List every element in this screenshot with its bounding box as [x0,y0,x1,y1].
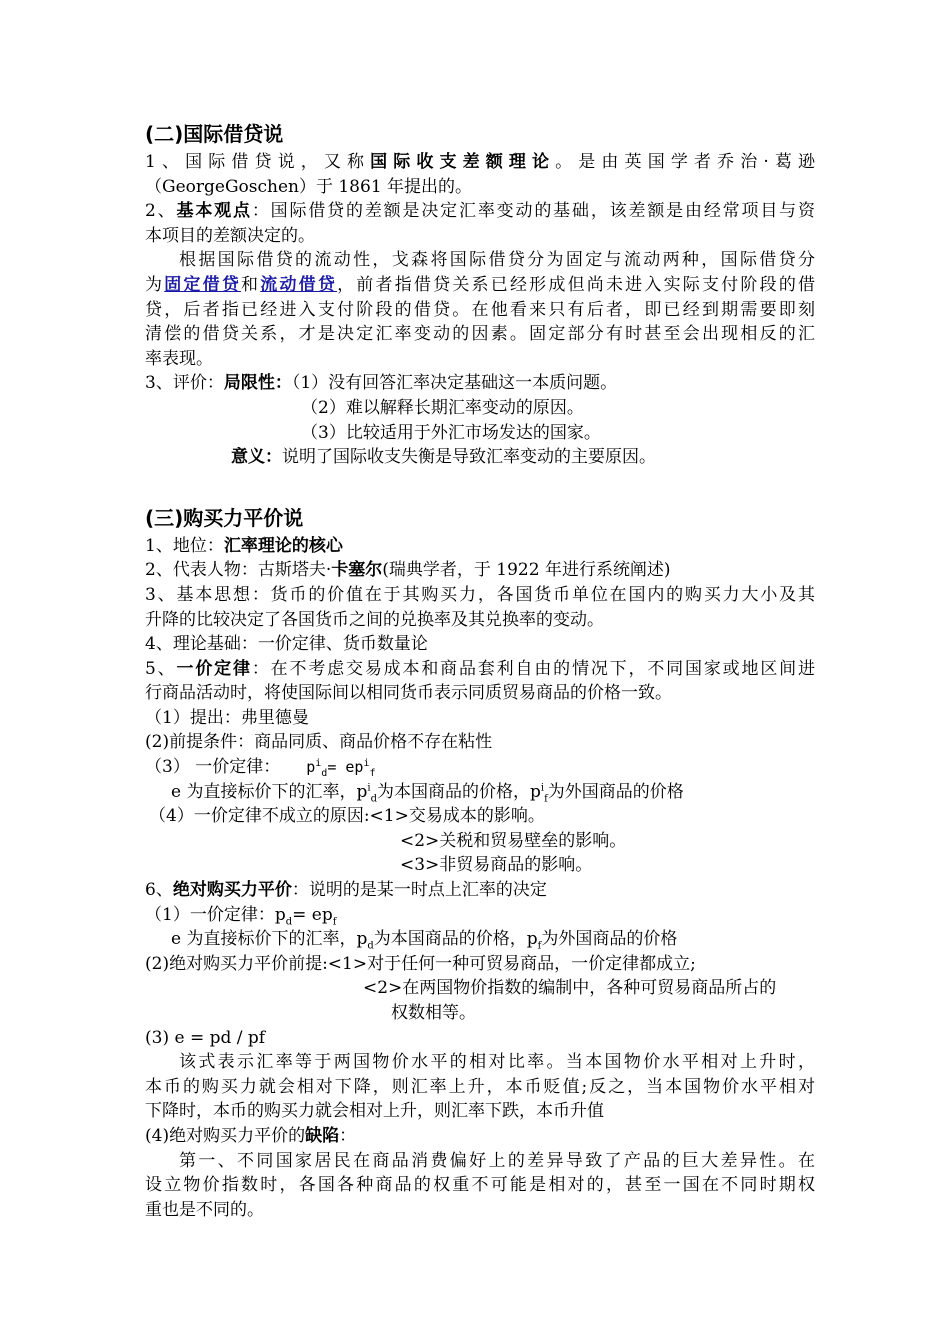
text: d [285,916,293,928]
paragraph-line: 设立物价指数时，各国各种商品的权重不可能是相对的，甚至一国在不同时期权 [145,1175,815,1196]
text: （1）没有回答汇率决定基础这一本质问题。 [291,373,618,394]
bold-term: 基本观点 [176,201,252,222]
paragraph-line: 3、基本思想：货币的价值在于其购买力，各国货币单位在国内的购买力大小及其 [145,584,815,605]
spacer [145,470,815,502]
paragraph-line [145,371,815,396]
paragraph-line: 该式表示汇率等于两国物价水平的相对比率。当本国物价水平相对上升时， [179,1052,815,1073]
paragraph-line: 权数相等。 [391,1003,476,1023]
link-fixed-lending[interactable]: 固定借贷 [164,274,242,295]
text: d [321,768,328,780]
paragraph-line: 本币的购买力就会相对下降，则汇率上升，本币贬值;反之，当本国物价水平相对 [145,1076,815,1097]
paragraph-line: （GeorgeGoschen）于 1861 年提出的。 [145,176,473,197]
text: ： [339,1125,357,1146]
paragraph-line: 下降时，本币的购买力就会相对上升，则汇率下跌，本币升值 [145,1101,604,1122]
text: 为 [145,274,165,295]
text: 说明了国际收支失衡是导致汇率变动的主要原因。 [282,447,656,468]
paragraph-line [145,657,815,682]
paragraph-line: 本项目的差额决定的。 [145,225,315,246]
paragraph-line [145,903,815,928]
text: （3） 一价定律： [145,757,281,778]
paragraph-line [145,558,815,583]
text: i [367,782,371,793]
text: 为外国商品的价格 [541,929,678,950]
paragraph-line [145,199,815,224]
paragraph-line: (2)绝对购买力平价前提:<1>对于任何一种可贸易商品，一价定律都成立; [145,953,696,974]
text: 2、代表人物：古斯塔夫· [145,560,332,581]
bold-term: 卡塞尔 [331,560,383,581]
text: d [370,793,377,805]
text: 6、 [145,880,173,901]
text: 。是由英国学者乔治·葛逊 [555,152,816,172]
paragraph-line: <2>在两国物价指数的编制中，各种可贸易商品所占的 [363,978,777,999]
paragraph-line: 清偿的借贷关系，才是决定汇率变动的因素。固定部分有时甚至会出现相反的汇 [145,324,815,345]
formula [306,758,376,780]
text: 为本国商品的价格，p [376,781,541,802]
link-floating-lending[interactable]: 流动借贷 [260,274,338,295]
text: 1、地位： [145,535,224,556]
text: f [537,940,542,952]
paragraph-line: 根据国际借贷的流动性，戈森将国际借贷分为固定与流动两种，国际借贷分 [179,250,815,271]
paragraph-line [145,1124,815,1149]
text: f [544,793,548,805]
paragraph-line: （1）提出：弗里德曼 [145,707,309,728]
text: (4)绝对购买力平价的 [145,1125,306,1146]
paragraph-line: 行商品活动时，将使国际间以相同货币表示同质贸易商品的价格一致。 [145,683,672,704]
text: 为本国商品的价格，p [373,929,538,950]
paragraph-line [145,445,815,470]
bold-term: 一价定律 [176,658,252,679]
paragraph-line: 4、理论基础：一价定律、货币数量论 [145,634,428,655]
paragraph-line [145,780,815,805]
text: ：在不考虑交易成本和商品套利自由的情况下，不同国家或地区间进 [251,658,815,679]
paragraph-line [145,150,815,175]
text: e 为直接标价下的汇率，p [171,929,368,950]
bold-term: 局限性： [223,373,292,394]
document-page [145,118,815,1222]
paragraph-line [145,878,815,903]
paragraph-line [145,927,815,952]
section-title-ppp: (三)购买力平价说 [145,505,304,530]
text: i [540,782,545,793]
bold-term: 意义： [231,447,282,468]
paragraph-line: <3>非贸易商品的影响。 [400,855,593,876]
text: p [306,758,316,777]
bold-term: 国际收支差额理论 [370,152,556,172]
text: 和 [241,274,261,295]
text: = ep [327,758,364,777]
paragraph-line: （4）一价定律不成立的原因:<1>交易成本的影响。 [149,806,545,827]
text: 2、 [145,201,177,222]
paragraph-line: (2)前提条件：商品同质、商品价格不存在粘性 [145,732,493,753]
paragraph-line: 升降的比较决定了各国货币之间的兑换率及其兑换率的变动。 [145,609,604,630]
paragraph-line [145,755,815,780]
text: (瑞典学者，于 1922 年进行系统阐述) [382,560,671,581]
text: 3、评价： [145,373,224,394]
paragraph-line: <2>关税和贸易壁垒的影响。 [400,830,627,851]
section-title-international-lending: (二)国际借贷说 [145,122,284,146]
text: d [367,940,374,952]
paragraph-line: 率表现。 [145,348,213,369]
text: = ep [292,904,333,925]
text: e 为直接标价下的汇率，p [171,781,368,802]
text: ：国际借贷的差额是决定汇率变动的基础，该差额是由经常项目与资 [251,201,815,222]
bold-term: 汇率理论的核心 [223,535,343,556]
text: f [369,768,376,780]
paragraph-line [145,273,815,298]
text: 为外国商品的价格 [547,781,684,802]
paragraph-line: (3) e = pd / pf [145,1027,266,1048]
text: （1）一价定律：p [145,904,286,925]
text: ：说明的是某一时点上汇率的决定 [291,880,547,901]
paragraph-line [145,534,815,559]
bold-term: 绝对购买力平价 [172,880,292,901]
text: i [315,758,322,770]
text: i [363,758,370,770]
paragraph-line: 第一、不同国家居民在商品消费偏好上的差异导致了产品的巨大差异性。在 [179,1150,815,1171]
text: 1、国际借贷说，又称 [145,152,371,172]
text: f [332,916,337,928]
paragraph-line: （2）难以解释长期汇率变动的原因。 [301,397,584,418]
paragraph-line: （3）比较适用于外汇市场发达的国家。 [301,422,601,443]
text: ，前者指借贷关系已经形成但尚未进入实际支付阶段的借 [337,274,816,295]
paragraph-line: 贷，后者指已经进入支付阶段的借贷。在他看来只有后者，即已经到期需要即刻 [145,299,815,320]
paragraph-line: 重也是不同的。 [145,1199,264,1220]
text: 5、 [145,658,177,679]
bold-term: 缺陷 [305,1125,340,1146]
